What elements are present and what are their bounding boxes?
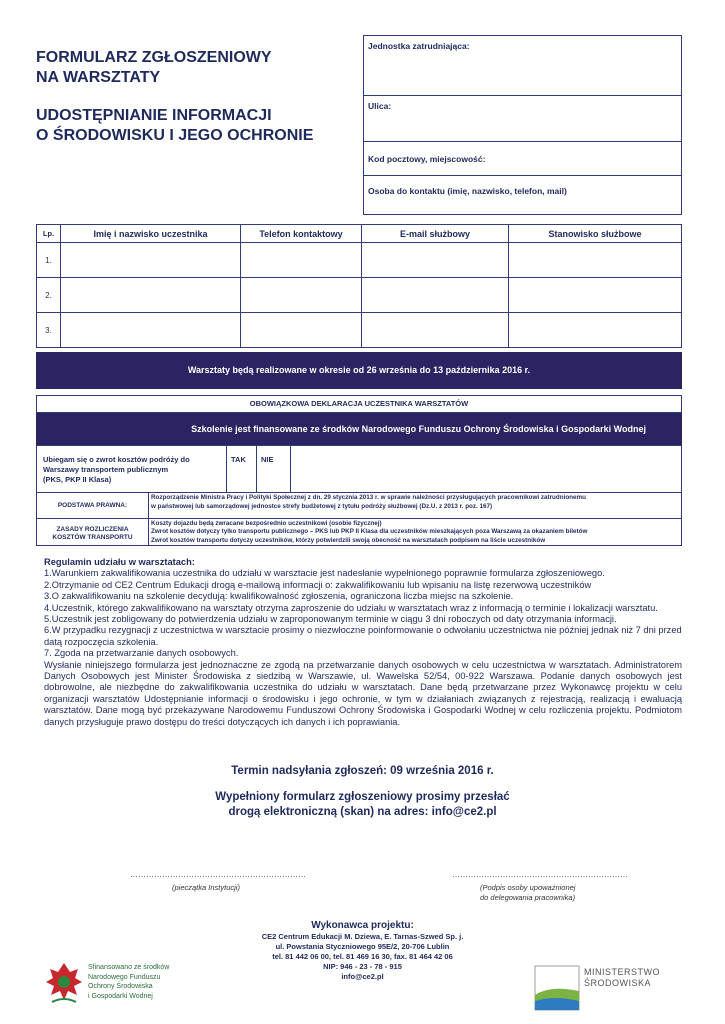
executor-heading: Wykonawca projektu: (311, 920, 414, 931)
title-line-1: FORMULARZ ZGŁOSZENIOWY (36, 49, 272, 66)
no-option[interactable]: NIE (257, 446, 291, 492)
header-phone: Telefon kontaktowy (241, 225, 362, 243)
title-line-2: NA WARSZTATY (36, 69, 161, 86)
table-row (37, 243, 682, 278)
executor-line: NIP: 946 - 23 - 78 - 915 (323, 962, 402, 971)
nfosigw-logo (44, 960, 194, 1004)
submit-instructions (0, 790, 725, 820)
regulation-item: 6.W przypadku rezygnacji z uczestnictwa w warsztacie prosimy o niezwłoczne poinformowanie o odwołaniu uczestnictwa nie później jednak niż 7 dni przed datą rozpoczęcia szkolenia. (44, 625, 682, 647)
employer-label: Jednostka zatrudniająca: (368, 41, 470, 51)
name-cell[interactable] (61, 313, 241, 348)
settlement-line: Zwrot kosztów transportu dotyczy uczestników, którzy potwierdzili swoją obecność na warsztatach podpisem na liście uczestników (151, 536, 546, 544)
regulation-item: 1.Warunkiem zakwalifikowania uczestnika do udziału w warsztacie jest nadesłanie wypełnionego poprawnie formularza zgłoszeniowego. (44, 568, 605, 579)
reimbursement-question (37, 446, 227, 492)
position-cell[interactable] (509, 278, 682, 313)
stamp-line: ………………………………………………………… (130, 870, 306, 879)
postal-label: Kod pocztowy, miejscowość: (368, 154, 486, 164)
settlement-line: Koszty dojazdu będą zwracane bezpośrednio uczestnikowi (osobie fizycznej) (151, 520, 382, 527)
title-line-3: UDOSTĘPNIANIE INFORMACJI (36, 107, 272, 124)
executor-email: info@ce2.pl (341, 972, 384, 981)
signature-caption-line: (Podpis osoby upoważnionej (480, 883, 576, 892)
legal-basis-label: PODSTAWA PRAWNA: (37, 493, 149, 518)
header-lp: Lp. (37, 225, 61, 243)
regulation-item: 3.O zakwalifikowaniu na szkolenie decydują: kwalifikowalność zgłoszenia, ograniczona liczba miejsc na szkolenie. (44, 591, 514, 602)
header-position: Stanowisko służbowe (509, 225, 682, 243)
institution-info-box (363, 35, 682, 215)
regulation-item: 5.Uczestnik jest zobligowany do potwierdzenia udziału w zaproponowanym terminie w ciągu 3 dni roboczych od daty otrzymania informacji. (44, 614, 617, 625)
participants-table (36, 224, 682, 348)
nfosigw-text (88, 963, 169, 1001)
header-email: E-mail służbowy (362, 225, 509, 243)
title-line-4: O ŚRODOWISKU I JEGO OCHRONIE (36, 127, 314, 144)
name-cell[interactable] (61, 243, 241, 278)
executor-line: ul. Powstania Styczniowego 95E/2, 20-706 Lublin (275, 942, 450, 951)
employer-field[interactable] (364, 36, 681, 96)
submit-line: drogą elektroniczną (skan) na adres: info@ce2.pl (228, 806, 497, 818)
nfosigw-line: Ochrony Środowiska (88, 983, 153, 990)
question-line: Warszawy transportem publicznym (43, 465, 169, 474)
position-cell[interactable] (509, 243, 682, 278)
ministry-line: MINISTERSTWO (584, 967, 660, 977)
settlement-line: Zwrot kosztów dotyczy tylko transportu publicznego – PKS lub PKP II Klasa dla uczestników mieszkających poza Warszawą za okazaniem biletów (151, 528, 588, 536)
name-cell[interactable] (61, 278, 241, 313)
stamp-caption: (pieczątka Instytucji) (172, 883, 240, 892)
table-row (37, 278, 682, 313)
row-number: 2. (37, 278, 61, 313)
regulation-item: 4.Uczestnik, którego zakwalifikowano na warsztaty otrzyma zaproszenie do udziału w warsztatach wraz z informacją o terminie i lokalizacji warsztatu. (44, 602, 658, 613)
question-line: (PKS, PKP II Klasa) (43, 475, 112, 484)
executor-line: CE2 Centrum Edukacji M. Dziewa, E. Tarnas-Szwed Sp. j. (261, 932, 464, 941)
email-cell[interactable] (362, 313, 509, 348)
form-title (36, 48, 272, 88)
period-banner: Warsztaty będą realizowane w okresie od 26 września do 13 października 2016 r. (36, 352, 682, 389)
deadline-text: Termin nadsyłania zgłoszeń: 09 września 2016 r. (231, 765, 494, 777)
regulations (44, 557, 682, 728)
phone-cell[interactable] (241, 278, 362, 313)
data-consent-text: Wysłanie niniejszego formularza jest jednoznaczne ze zgodą na przetwarzanie danych osobowych w celu uczestnictwa w warsztatach. Administratorem Danych Osobowych jest Minister Środowiska z siedzibą w Warszawie, ul. Wawelska 52/54, 00-922 Warszawa. Podanie danych osobowych jest dobrowolne, ale niezbędne do zakwalifikowania uczestnika do udziału w warsztatach. Dane będą przetwarzane przez Wykonawcę projektu w celu organizacji warsztatów Udostępnianie informacji o środowisku i jego ochronie, w tym w działaniach związanych z rejestracją, realizacją i ewaluacją warsztatów. Dane mogą być przekazywane Narodowemu Funduszowi Ochrony Środowiska i Gospodarki Wodnej w celu rozliczenia projektu. Podmiotom danych przysługuje prawo dostępu do treści dotyczących ich danych i ich poprawiania. (44, 659, 682, 727)
legal-basis-row (36, 493, 682, 519)
street-field[interactable] (364, 96, 681, 142)
phone-cell[interactable] (241, 313, 362, 348)
nfosigw-emblem-icon (44, 960, 84, 1004)
signature-caption (480, 883, 575, 903)
position-cell[interactable] (509, 313, 682, 348)
legal-line: Rozporządzenie Ministra Pracy i Polityki Społecznej z dn. 29 stycznia 2013 r. w sprawie należności przysługujących pracownikowi zatrudnionemu (151, 494, 586, 501)
contact-label: Osoba do kontaktu (imię, nazwisko, telefon, mail) (368, 186, 567, 196)
legal-line: w państwowej lub samorządowej jednostce strefy budżetowej z tytułu podróży służbowej (Dz.U. z 2013 r. poz. 167) (151, 502, 493, 510)
workshop-title (36, 106, 313, 146)
row-number: 3. (37, 313, 61, 348)
regulation-item: 2.Otrzymanie od CE2 Centrum Edukacji drogą e-mailową informacji o: zakwalifikowaniu lub wpisaniu na listę rezerwową uczestników (44, 579, 592, 590)
settlement-label-line: KOSZTÓW TRANSPORTU (52, 534, 133, 541)
email-cell[interactable] (362, 278, 509, 313)
ministry-line: ŚRODOWISKA (584, 978, 652, 988)
question-line: Ubiegam się o zwrot kosztów podróży do (43, 455, 190, 464)
nfosigw-line: Sfinansowano ze środków (88, 964, 170, 971)
header-name: Imię i nazwisko uczestnika (61, 225, 241, 243)
postal-field[interactable] (364, 142, 681, 176)
contact-field[interactable] (364, 176, 681, 216)
signature-line: ………………………………………………………… (452, 870, 628, 879)
submit-line: Wypełniony formularz zgłoszeniowy prosimy przesłać (215, 791, 510, 803)
row-number: 1. (37, 243, 61, 278)
yes-option[interactable]: TAK (227, 446, 257, 492)
signature-caption-line: do delegowania pracownika) (480, 893, 576, 902)
regulations-heading: Regulamin udziału w warsztatach: (44, 557, 195, 567)
settlement-label (37, 519, 149, 545)
regulation-item: 7. Zgoda na przetwarzanie danych osobowych. (44, 648, 239, 659)
ministry-text (584, 967, 660, 989)
funding-banner: Szkolenie jest finansowane ze środków Narodowego Funduszu Ochrony Środowiska i Gospodarki Wodnej (36, 413, 682, 445)
settlement-text (151, 520, 677, 545)
executor-line: tel. 81 442 06 00, tel. 81 469 16 30, fax. 81 464 42 06 (272, 952, 453, 961)
nfosigw-line: Narodowego Funduszu (88, 973, 161, 981)
nfosigw-line: i Gospodarki Wodnej (88, 992, 153, 1000)
participants-header-row (37, 225, 682, 243)
table-row (37, 313, 682, 348)
street-label: Ulica: (368, 101, 392, 111)
declaration-header: OBOWIĄZKOWA DEKLARACJA UCZESTNIKA WARSZTATÓW (36, 395, 682, 413)
settlement-row (36, 519, 682, 546)
ministry-logo (534, 965, 684, 1013)
settlement-label-line: ZASADY ROZLICZENIA (56, 526, 129, 533)
ministry-emblem-icon (534, 965, 580, 1011)
reimbursement-row (36, 445, 682, 493)
email-cell[interactable] (362, 243, 509, 278)
phone-cell[interactable] (241, 243, 362, 278)
legal-basis-text (151, 494, 677, 511)
